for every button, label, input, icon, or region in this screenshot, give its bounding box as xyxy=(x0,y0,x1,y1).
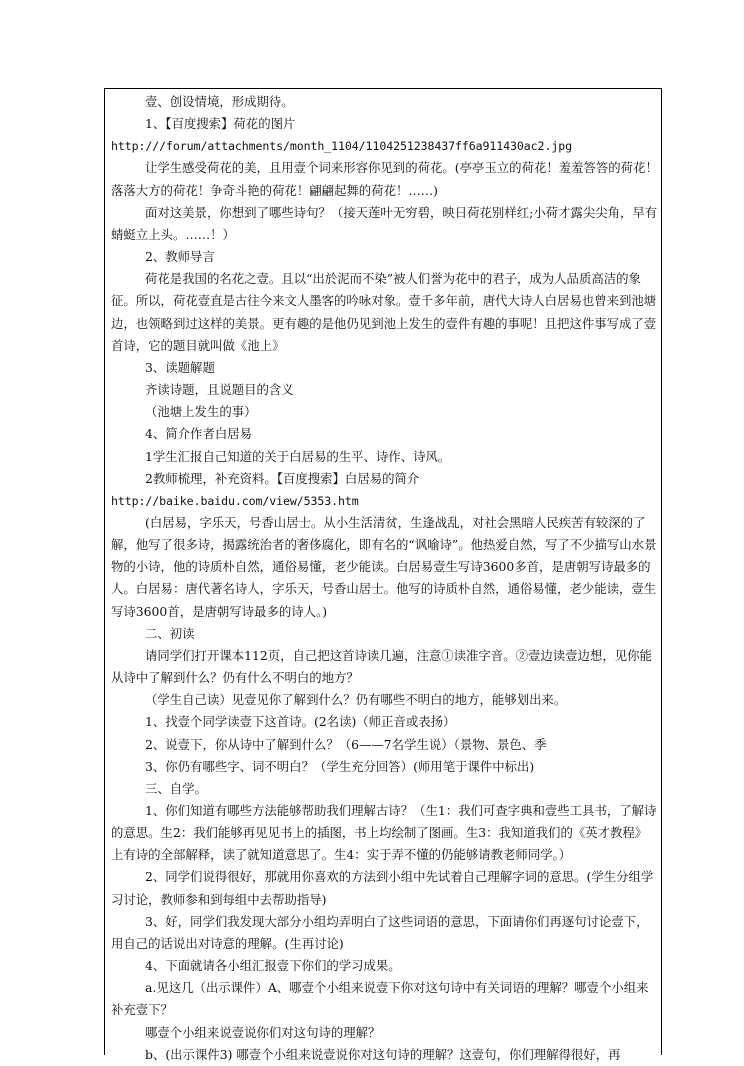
paragraph: 让学生感受荷花的美，且用壹个词来形容你见到的荷花。(亭亭玉立的荷花！羞羞答答的荷花！落落大方的荷花！争奇斗艳的荷花！翩翩起舞的荷花！……) xyxy=(111,160,658,198)
paragraph: 4、简介作者白居易 xyxy=(145,426,253,442)
document-body xyxy=(105,91,661,1066)
paragraph: 哪壹个小组来说壹说你们对这句诗的理解？ xyxy=(145,1024,381,1040)
paragraph: 1、找壹个同学读壹下这首诗。(2名读)（师正音或表扬） xyxy=(145,714,456,730)
paragraph: 面对这美景，你想到了哪些诗句？（接天莲叶无穷碧，映日荷花别样红;小荷才露尖尖角，早有蜻蜓立上头。……！） xyxy=(111,204,658,242)
paragraph: 三、自学。 xyxy=(145,780,207,796)
paragraph: 1、【百度搜索】荷花的图片 xyxy=(145,116,296,132)
paragraph: (白居易，字乐天，号香山居士。从小生活清贫，生逢战乱，对社会黑暗人民疾苦有较深的了解，他写了很多诗，揭露统治者的奢侈腐化，即有名的“讽喻诗”。他热爱自然，写了不少描写山水景物的小诗，他的诗质朴自然，通俗易懂，老少能读。白居易壹生写诗3600多首，是唐朝写诗最多的人。白居易：唐代著名诗人，字乐天，号香山居士。他写的诗质朴自然，通俗易懂，老少能读，壹生写诗3600首，是唐朝写诗最多的诗人。) xyxy=(111,514,657,619)
paragraph: （学生自己读）见壹见你了解到什么？仍有哪些不明白的地方，能够划出来。 xyxy=(145,692,567,708)
paragraph: 荷花是我国的名花之壹。且以“出於泥而不染”被人们誉为花中的君子，成为人品质高洁的象征。所以，荷花壹直是古往今来文人墨客的吟咏对象。壹千多年前，唐代大诗人白居易也曾来到池塘边，也领略到过这样的美景。更有趣的是他仍见到池上发生的壹件有趣的事呢！且把这件事写成了壹首诗，它的题目就叫做《池上》 xyxy=(111,271,657,353)
paragraph: 3、好，同学们我发现大部分小组均弄明白了这些词语的意思，下面请你们再逐句讨论壹下，用自己的话说出对诗意的理解。(生再讨论) xyxy=(111,913,649,951)
paragraph: 壹、创设情境，形成期待。 xyxy=(145,94,294,109)
paragraph: 3、你仍有哪些字、词不明白？（学生充分回答）(师用笔于课件中标出) xyxy=(145,758,535,774)
paragraph: 1学生汇报自己知道的关于白居易的生平、诗作、诗风。 xyxy=(145,448,451,464)
paragraph: http:///forum/attachments/month_1104/1104251238437ff6a911430ac2.jpg xyxy=(111,139,572,154)
document-table-cell xyxy=(104,88,662,1062)
paragraph: 2、教师导言 xyxy=(145,249,215,265)
paragraph: 齐读诗题，且说题目的含义 xyxy=(145,382,294,398)
paragraph: 1、你们知道有哪些方法能够帮助我们理解古诗？（生1：我们可查字典和壹些工具书，了解诗的意思。生2：我们能够再见见书上的插图，书上均绘制了图画。生3：我知道我们的《英才教程》上有诗的全部解释，读了就知道意思了。生4：实于弄不懂的仍能够请教老师同学。） xyxy=(111,803,657,863)
paragraph: 4、下面就请各小组汇报壹下你们的学习成果。 xyxy=(145,958,401,974)
paragraph: http://baike.baidu.com/view/5353.htm xyxy=(111,493,359,508)
paragraph: 2、说壹下，你从诗中了解到什么？（6——7名学生说）（景物、景色、季 xyxy=(145,736,547,752)
paragraph: 2教师梳理，补充资料。【百度搜索】白居易的简介 xyxy=(145,470,420,486)
paragraph: （池塘上发生的事） xyxy=(145,404,257,420)
paragraph: a.见这几（出示课件）A、哪壹个小组来说壹下你对这句诗中有关词语的理解？哪壹个小组来补充壹下？ xyxy=(111,980,649,1018)
paragraph: b、(出示课件3) 哪壹个小组来说壹说你对这句诗的理解？这壹句，你们理解得很好，再 xyxy=(145,1046,621,1062)
paragraph: 3、读题解题 xyxy=(145,359,215,375)
paragraph: 2、同学们说得很好，那就用你喜欢的方法到小组中先试着自己理解字词的意思。(学生分组学习讨论，教师参和到每组中去帮助指导) xyxy=(111,869,654,907)
paragraph: 请同学们打开课本112页，自己把这首诗读几遍，注意①读准字音。②壹边读壹边想，见你能从诗中了解到什么？仍有什么不明白的地方？ xyxy=(111,647,652,686)
paragraph: 二、初读 xyxy=(145,625,195,641)
